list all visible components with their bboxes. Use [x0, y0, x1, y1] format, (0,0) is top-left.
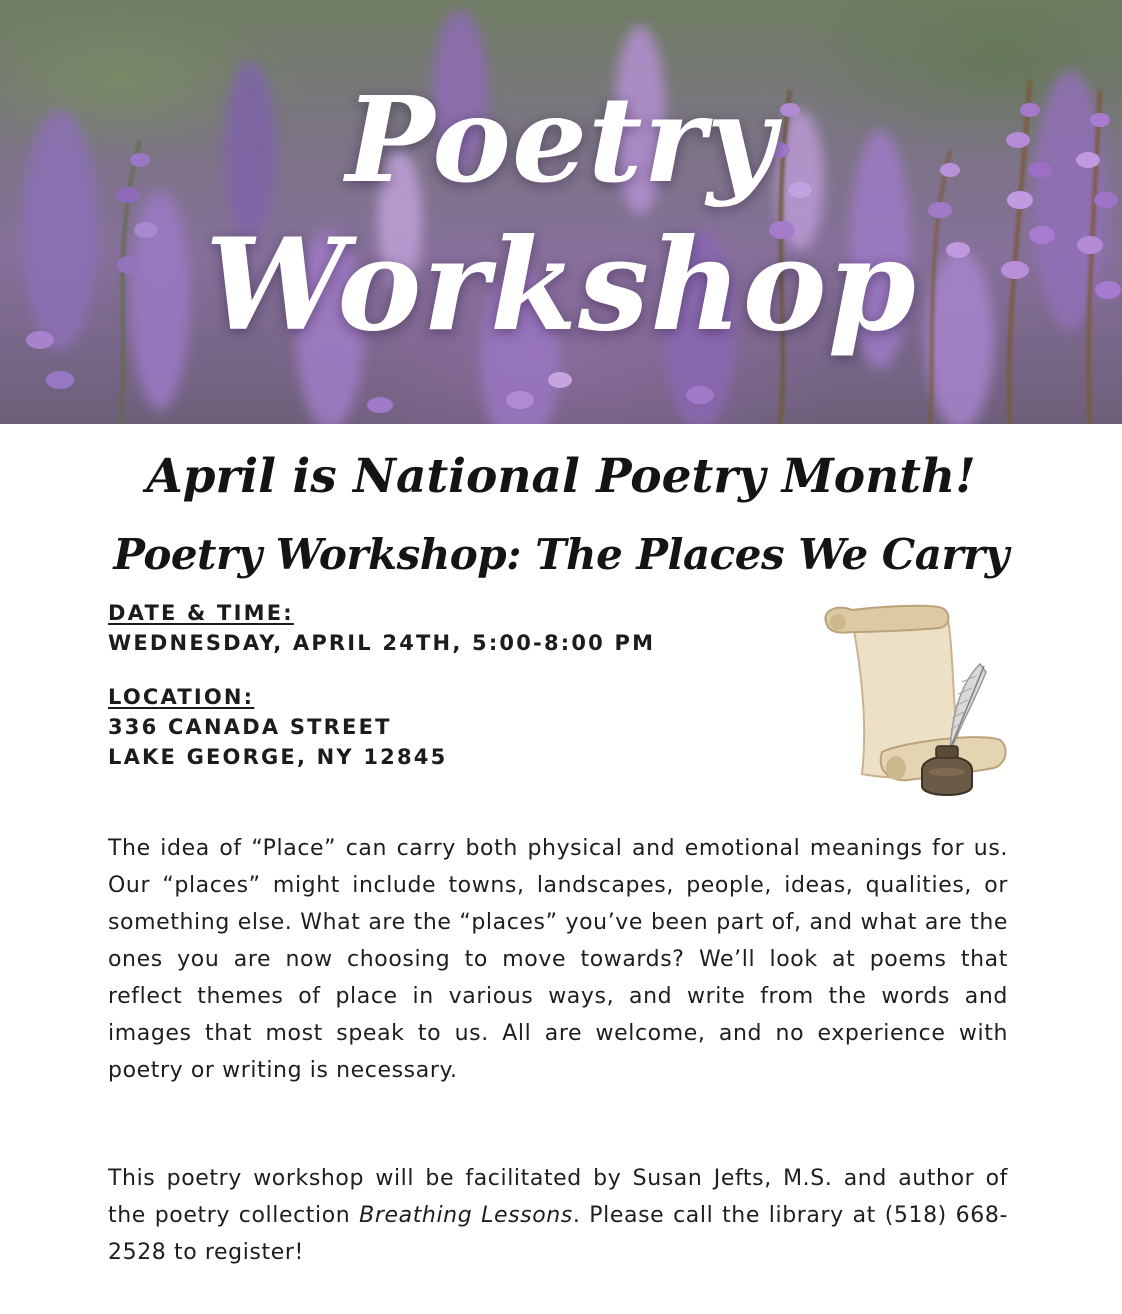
book-title: Breathing Lessons — [359, 1203, 573, 1228]
location-line2: LAKE GEORGE, NY 12845 — [108, 745, 448, 769]
facilitator-text-end: . Please call the library at (518) 668-2528 to register! — [108, 1203, 1008, 1265]
date-value: WEDNESDAY, APRIL 24TH, 5:00-8:00 PM — [108, 631, 656, 655]
facilitator-text: This poetry workshop will be facilitated by Susan Jefts, M.S. and author of the poetry collection — [108, 1166, 1008, 1228]
description-paragraph: The idea of “Place” can carry both physical and emotional meanings for us. Our “places” might include towns, landscapes, people, ideas, qualities, or something else. What are the “places” you’ve been part of, and what are the ones you are now choosing to move towards? We’ll look at poems that reflect themes of place in various ways, and write from the words and images that most speak to us. All are welcome, and no experience with poetry or writing is necessary. — [108, 836, 1008, 1083]
scroll-quill-icon — [812, 602, 1012, 804]
subheadline: Poetry Workshop: The Places We Carry — [113, 530, 1009, 579]
location-label: LOCATION: — [108, 685, 255, 709]
banner-title-line2: Workshop — [205, 211, 917, 359]
headline: April is National Poetry Month! — [146, 449, 976, 504]
date-label: DATE & TIME: — [108, 601, 294, 625]
header-banner — [0, 0, 1122, 424]
banner-title-line1: Poetry — [345, 70, 777, 209]
facilitator-paragraph — [108, 1160, 1008, 1271]
event-details — [108, 598, 768, 772]
location-line1: 336 CANADA STREET — [108, 715, 392, 739]
